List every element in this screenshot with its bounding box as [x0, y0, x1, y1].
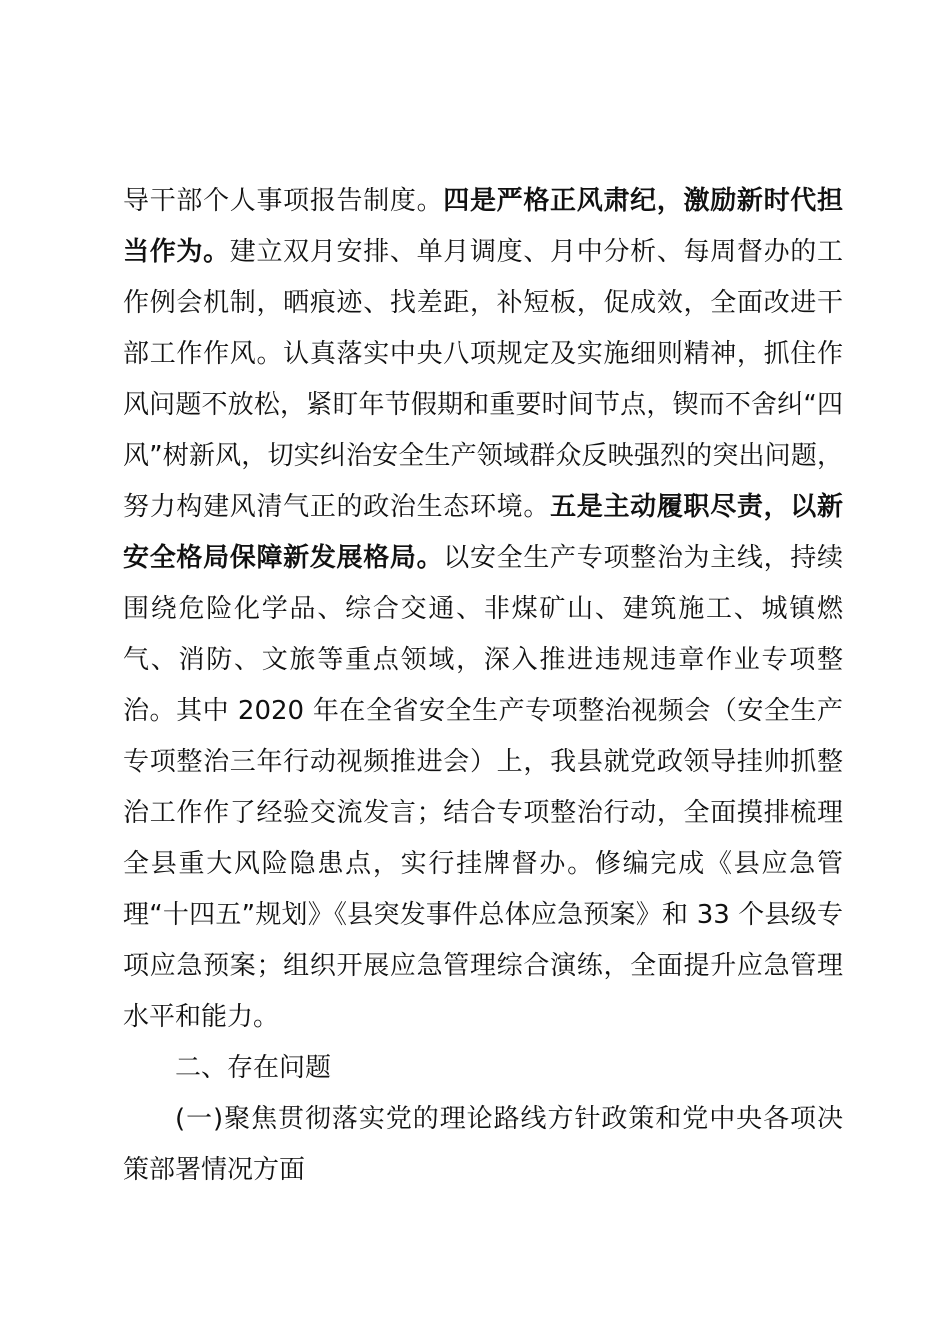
paragraph-text: 以安全生产专项整治为主线，持续围绕危险化学品、综合交通、非煤矿山、建筑施工、城镇燃气、消防、文旅等重点领域，深入推进违规违章作业专项整治。其中 2020 年在全省安全生产专项整治视频会（安全生产专项整治三年行动视频推进会）上，我县就党政领导挂帅抓整治工作作了经验交流发言；结合专项整治行动，全面摸排梳理全县重大风险隐患点，实行挂牌督办。修编完成《县应急管理“十四五”规划》《县突发事件总体应急预案》和 33 个县级专项应急预案；组织开展应急管理综合演练，全面提升应急管理水平和能力。 — [123, 543, 843, 1032]
paragraph-text: 导干部个人事项报告制度。 — [123, 186, 444, 216]
section-heading: 二、存在问题 — [175, 1053, 332, 1083]
sub-section-heading: (一)聚焦贯彻落实党的理论路线方针政策和党中央各项决策部署情况方面 — [123, 1104, 843, 1185]
bold-lead-four: 四是严格正风肃纪，激励新时代担当作为。 — [123, 186, 843, 267]
bold-lead-five: 五是主动履职尽责，以新安全格局保障新发展格局。 — [123, 492, 843, 573]
paragraph-text: 建立双月安排、单月调度、月中分析、每周督办的工作例会机制，晒痕迹、找差距，补短板，促成效，全面改进干部工作作风。认真落实中央八项规定及实施细则精神，抓住作风问题不放松，紧盯年节假期和重要时间节点，锲而不舍纠“四风”树新风，切实纠治安全生产领域群众反映强烈的突出问题，努力构建风清气正的政治生态环境。 — [123, 237, 843, 522]
paragraph-continuation — [123, 176, 843, 1043]
document-body — [123, 176, 843, 1196]
